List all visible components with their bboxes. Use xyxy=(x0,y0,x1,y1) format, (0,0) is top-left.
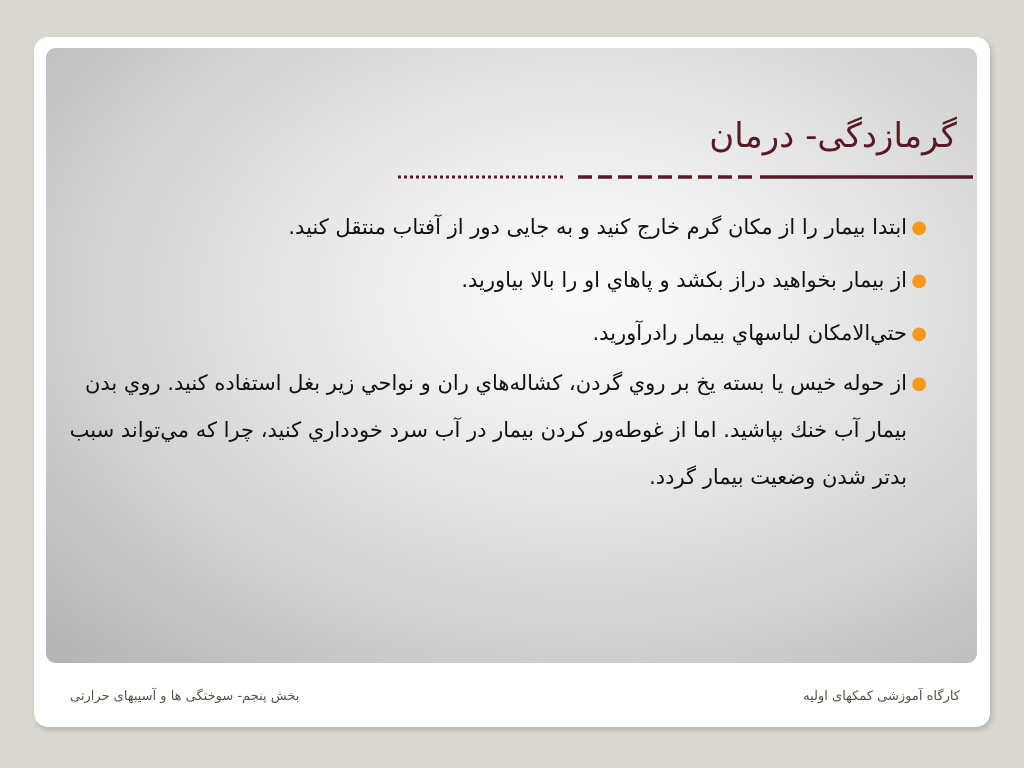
bullet-item xyxy=(69,254,929,307)
bullet-dot-icon: ● xyxy=(911,217,927,238)
footer-section-label: بخش پنجم- سوختگی ها و آسیبهای حرارتی xyxy=(70,689,300,704)
footer-workshop-label: کارگاه آموزشی کمکهای اولیه xyxy=(803,689,960,704)
bullet-item xyxy=(69,307,929,360)
bullet-list xyxy=(69,201,929,501)
bullet-dot-icon: ● xyxy=(911,270,927,291)
bullet-text: ابتدا بیمار را از مکان گرم خارج کنید و به جایی دور از آفتاب منتقل کنید. xyxy=(288,215,907,239)
bullet-dot-icon: ● xyxy=(911,323,927,344)
bullet-item xyxy=(69,360,929,501)
bullet-text: حتي‌الامکان لباسهاي بیمار رادرآورید. xyxy=(592,321,907,345)
content-panel xyxy=(46,48,977,663)
bullet-dot-icon: ● xyxy=(911,373,927,394)
bullet-item xyxy=(69,201,929,254)
title-divider xyxy=(398,174,973,180)
bullet-text: از بیمار بخواهید دراز بکشد و پاهاي او را بالا بیاورید. xyxy=(461,268,907,292)
slide-title: گرمازدگی- درمان xyxy=(709,116,957,156)
bullet-text: از حوله خیس یا بسته یخ بر روي گردن، کشاله‌هاي ران و نواحي زیر بغل استفاده کنید. روي بدن بیمار آب خنك بپاشید. اما از غوطه‌ور کردن بیمار در آب سرد خودداري کنید، چرا که مي‌تواند سبب بدتر شدن وضعیت بیمار گردد. xyxy=(69,371,907,489)
